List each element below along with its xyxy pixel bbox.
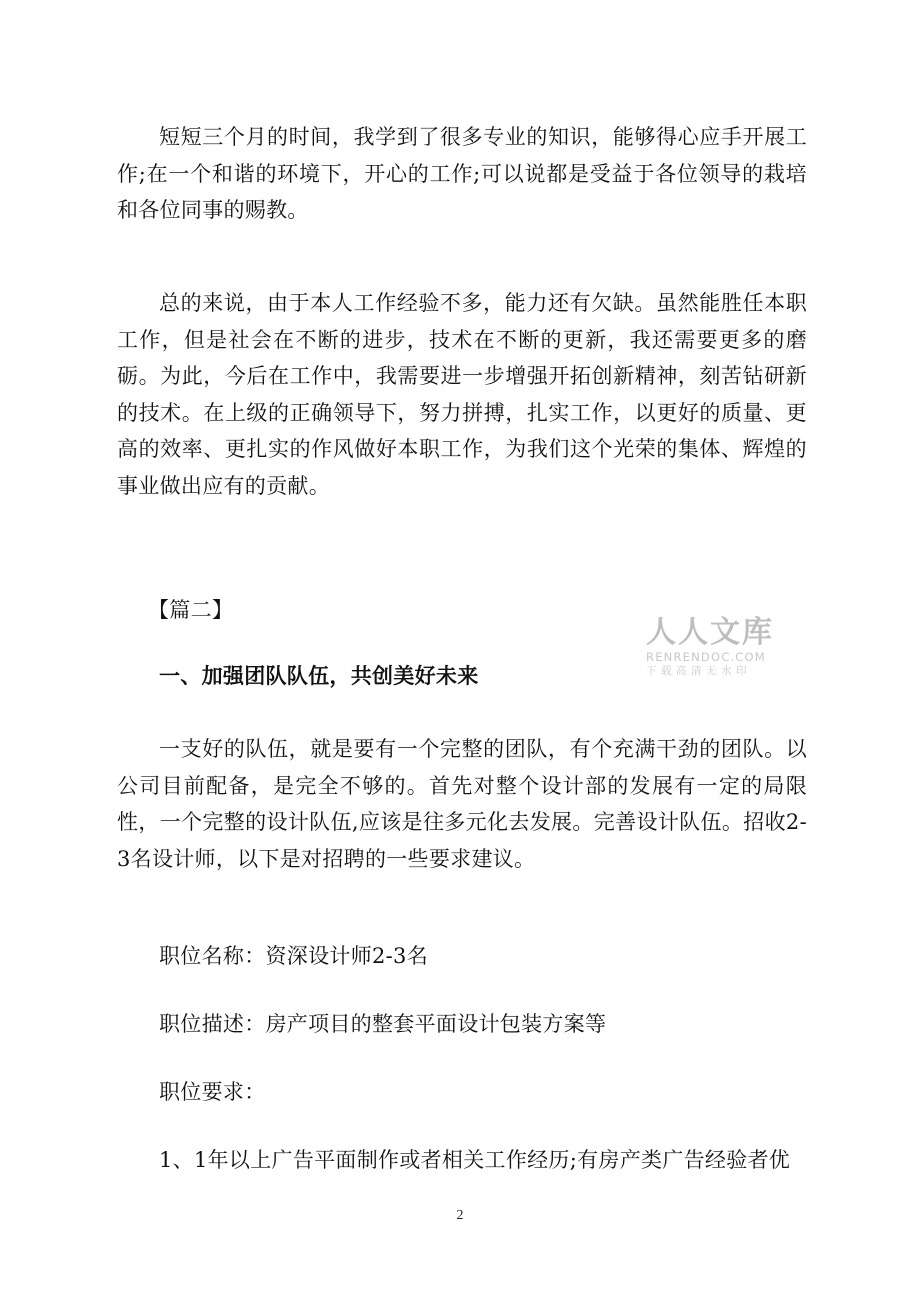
paragraph-team: 一支好的队伍，就是要有一个完整的团队，有个充满干劲的团队。以公司目前配备，是完全不够的。首先对整个设计部的发展有一定的局限性，一个完整的设计队伍,应该是往多元化去发展。完善设计队伍。招收2-3名设计师，以下是对招聘的一些要求建议。: [117, 737, 807, 871]
job-requirements-label: 职位要求：: [159, 1080, 266, 1104]
section-heading: 一、加强团队队伍，共创美好未来: [159, 664, 479, 688]
watermark-logo: [646, 616, 776, 686]
job-description-line: 职位描述：房产项目的整套平面设计包装方案等: [159, 1012, 607, 1036]
page-number: 2: [456, 1208, 464, 1223]
job-title-line: 职位名称：资深设计师2-3名: [159, 944, 429, 968]
watermark-tagline: 下载高清无水印: [646, 665, 751, 677]
requirement-item-1: 1、1年以上广告平面制作或者相关工作经历;有房产类广告经验者优: [159, 1148, 791, 1172]
paragraph-intro: 短短三个月的时间，我学到了很多专业的知识，能够得心应手开展工作;在一个和谐的环境下，开心的工作;可以说都是受益于各位领导的栽培和各位同事的赐教。: [117, 125, 807, 223]
watermark-domain: RENRENDOC.COM: [646, 650, 766, 664]
watermark-title: 人人文库: [646, 615, 774, 650]
section-marker: 【篇二】: [148, 598, 234, 622]
paragraph-summary: 总的来说，由于本人工作经验不多，能力还有欠缺。虽然能胜任本职工作，但是社会在不断的进步，技术在不断的更新，我还需要更多的磨砺。为此，今后在工作中，我需要进一步增强开拓创新精神，刻苦钻研新的技术。在上级的正确领导下，努力拼搏，扎实工作，以更好的质量、更高的效率、更扎实的作风做好本职工作，为我们这个光荣的集体、辉煌的事业做出应有的贡献。: [117, 291, 807, 498]
